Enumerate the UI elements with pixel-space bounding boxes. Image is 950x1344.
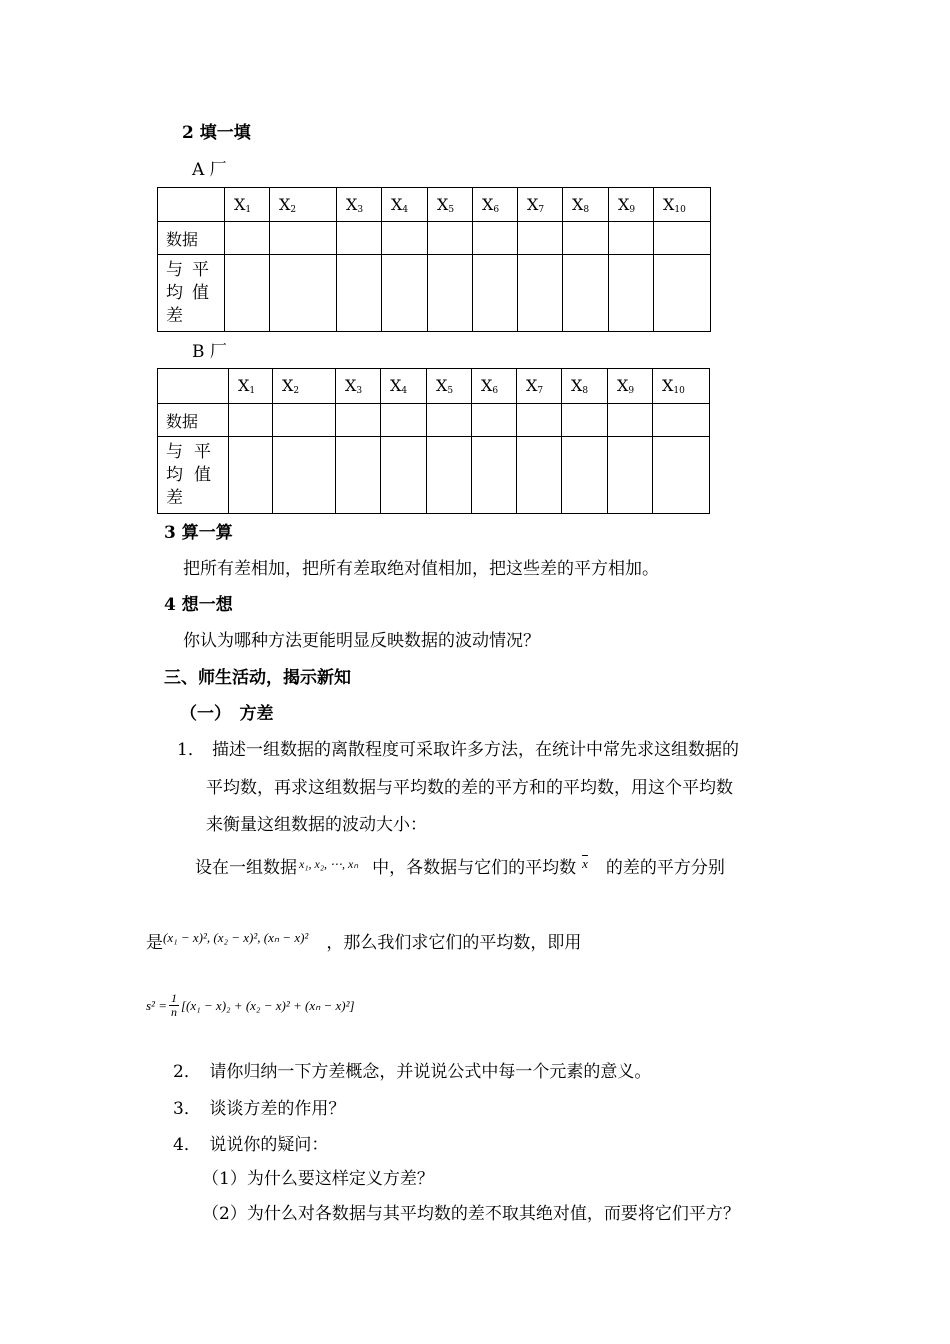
table-a <box>157 187 711 332</box>
table-a-data-label: 数据 <box>158 222 225 255</box>
part-3-title: 三、师生活动，揭示新知 <box>164 668 351 688</box>
squares-line: 是$^{(x_1 - x)^2, (x_2 - x)^2, (x_n - x)^2}$ ，那么我们求它们的平均数，即用 <box>146 930 582 953</box>
table-b-cell <box>653 437 710 514</box>
table-a-header-x8: $X_8$ <box>563 188 609 222</box>
set-definition-line: 设在一组数据 $^{x_1, x_2, \cdots, x_n}$ 中，各数据与它们的平均数 $^{\overline{x}}$ 的差的平方分别 <box>195 856 725 878</box>
table-b-header-x6: $X_6$ <box>472 369 517 404</box>
question-2: （2）为什么对各数据与其平均数的差不取其绝对值，而要将它们平方？ <box>202 1204 740 1224</box>
formula-lhs: s² = <box>146 997 167 1013</box>
item-1-line-1: 描述一组数据的离散程度可采取许多方法，在统计中常先求这组数据的 <box>212 740 739 760</box>
table-b-header-x8: $X_8$ <box>562 369 608 404</box>
section-4-title: 4 想一想 <box>164 595 233 615</box>
table-b-cell <box>562 437 608 514</box>
table-a-cell <box>563 255 609 332</box>
table-b-header-x9: $X_9$ <box>608 369 653 404</box>
table-a-cell <box>382 255 428 332</box>
table-a-deviation-label: 与 平 均 值 差 <box>158 255 225 332</box>
table-b-header-x7: $X_7$ <box>517 369 562 404</box>
table-b-header-x2: $X_2$ <box>273 369 336 404</box>
table-b-cell <box>381 404 427 437</box>
table-a-cell <box>428 255 473 332</box>
table-a-cell <box>609 255 654 332</box>
table-b-cell <box>608 404 653 437</box>
table-a-cell <box>654 255 711 332</box>
table-a-cell <box>518 222 563 255</box>
table-b-header-x3: $X_3$ <box>336 369 381 404</box>
item-4: 4． 说说你的疑问： <box>173 1135 329 1155</box>
table-b-cell <box>336 404 381 437</box>
section-2-title: 2 填一填 <box>182 123 251 143</box>
table-b-deviation-label: 与 平 均 值 差 <box>158 437 229 514</box>
table-b-header-x4: $X_4$ <box>381 369 427 404</box>
table-a-cell <box>270 255 337 332</box>
table-b-cell <box>336 437 381 514</box>
squared-deviations: (x₁ − x)², (x₂ − x)², (xₙ − x)² <box>163 930 309 945</box>
table-a-corner-cell <box>158 188 225 222</box>
table-b <box>157 368 710 514</box>
table-a-header-x7: $X_7$ <box>518 188 563 222</box>
table-a-header-x3: $X_3$ <box>337 188 382 222</box>
item-1-line-3: 来衡量这组数据的波动大小： <box>206 815 427 835</box>
table-b-cell <box>427 404 472 437</box>
table-a-cell <box>473 222 518 255</box>
table-a-header-x10: $X_{10}$ <box>654 188 711 222</box>
table-b-cell <box>427 437 472 514</box>
table-a-header-x2: $X_2$ <box>270 188 337 222</box>
table-a-header-x4: $X_4$ <box>382 188 428 222</box>
variance-formula <box>146 992 355 1019</box>
table-b-header-x1: $X_1$ <box>229 369 273 404</box>
table-a-caption: A 厂 <box>192 160 227 180</box>
table-b-header-x10: $X_{10}$ <box>653 369 710 404</box>
table-b-cell <box>562 404 608 437</box>
table-b-corner-cell <box>158 369 229 404</box>
table-a-cell <box>563 222 609 255</box>
table-b-cell <box>273 404 336 437</box>
question-1: （1）为什么要这样定义方差？ <box>202 1169 434 1189</box>
table-a-header-x1: $X_1$ <box>225 188 270 222</box>
table-a-cell <box>337 222 382 255</box>
table-b-data-label: 数据 <box>158 404 229 437</box>
item-2: 2． 请你归纳一下方差概念，并说说公式中每一个元素的意义。 <box>173 1062 652 1082</box>
table-b-cell <box>273 437 336 514</box>
table-a-header-x6: $X_6$ <box>473 188 518 222</box>
table-a-header-x5: $X_5$ <box>428 188 473 222</box>
table-a-cell <box>382 222 428 255</box>
table-a-cell <box>337 255 382 332</box>
section-4-text: 你认为哪种方法更能明显反映数据的波动情况？ <box>183 631 540 651</box>
table-a-cell <box>609 222 654 255</box>
table-a-cell <box>473 255 518 332</box>
variance-subtitle: （一） 方差 <box>180 704 274 724</box>
section-3-title: 3 算一算 <box>164 523 233 543</box>
section-3-text: 把所有差相加，把所有差取绝对值相加，把这些差的平方相加。 <box>183 559 659 579</box>
table-b-cell <box>472 404 517 437</box>
table-a-cell <box>654 222 711 255</box>
table-a-header-x9: $X_9$ <box>609 188 654 222</box>
data-set-variables: x₁, x₂, ⋯, xₙ <box>299 857 359 871</box>
table-b-cell <box>608 437 653 514</box>
table-a-cell <box>518 255 563 332</box>
table-a-cell <box>428 222 473 255</box>
table-b-cell <box>381 437 427 514</box>
table-b-caption: B 厂 <box>192 342 227 362</box>
formula-fraction: $\frac{1}{n}$ <box>170 991 177 1019</box>
table-a-cell <box>270 222 337 255</box>
item-3: 3． 谈谈方差的作用？ <box>173 1099 346 1119</box>
table-b-cell <box>472 437 517 514</box>
table-b-cell <box>517 437 562 514</box>
table-b-header-x5: $X_5$ <box>427 369 472 404</box>
table-a-cell <box>225 222 270 255</box>
table-b-cell <box>517 404 562 437</box>
mean-symbol: x <box>582 856 588 871</box>
table-a-cell <box>225 255 270 332</box>
table-b-cell <box>229 437 273 514</box>
item-1-line-2: 平均数，再求这组数据与平均数的差的平方和的平均数，用这个平均数 <box>206 778 733 798</box>
table-b-cell <box>653 404 710 437</box>
table-b-cell <box>229 404 273 437</box>
item-1-number: 1． <box>177 740 205 760</box>
formula-body: [(x₁ − x)₂ + (x₂ − x)² + (xₙ − x)²] <box>180 997 355 1013</box>
